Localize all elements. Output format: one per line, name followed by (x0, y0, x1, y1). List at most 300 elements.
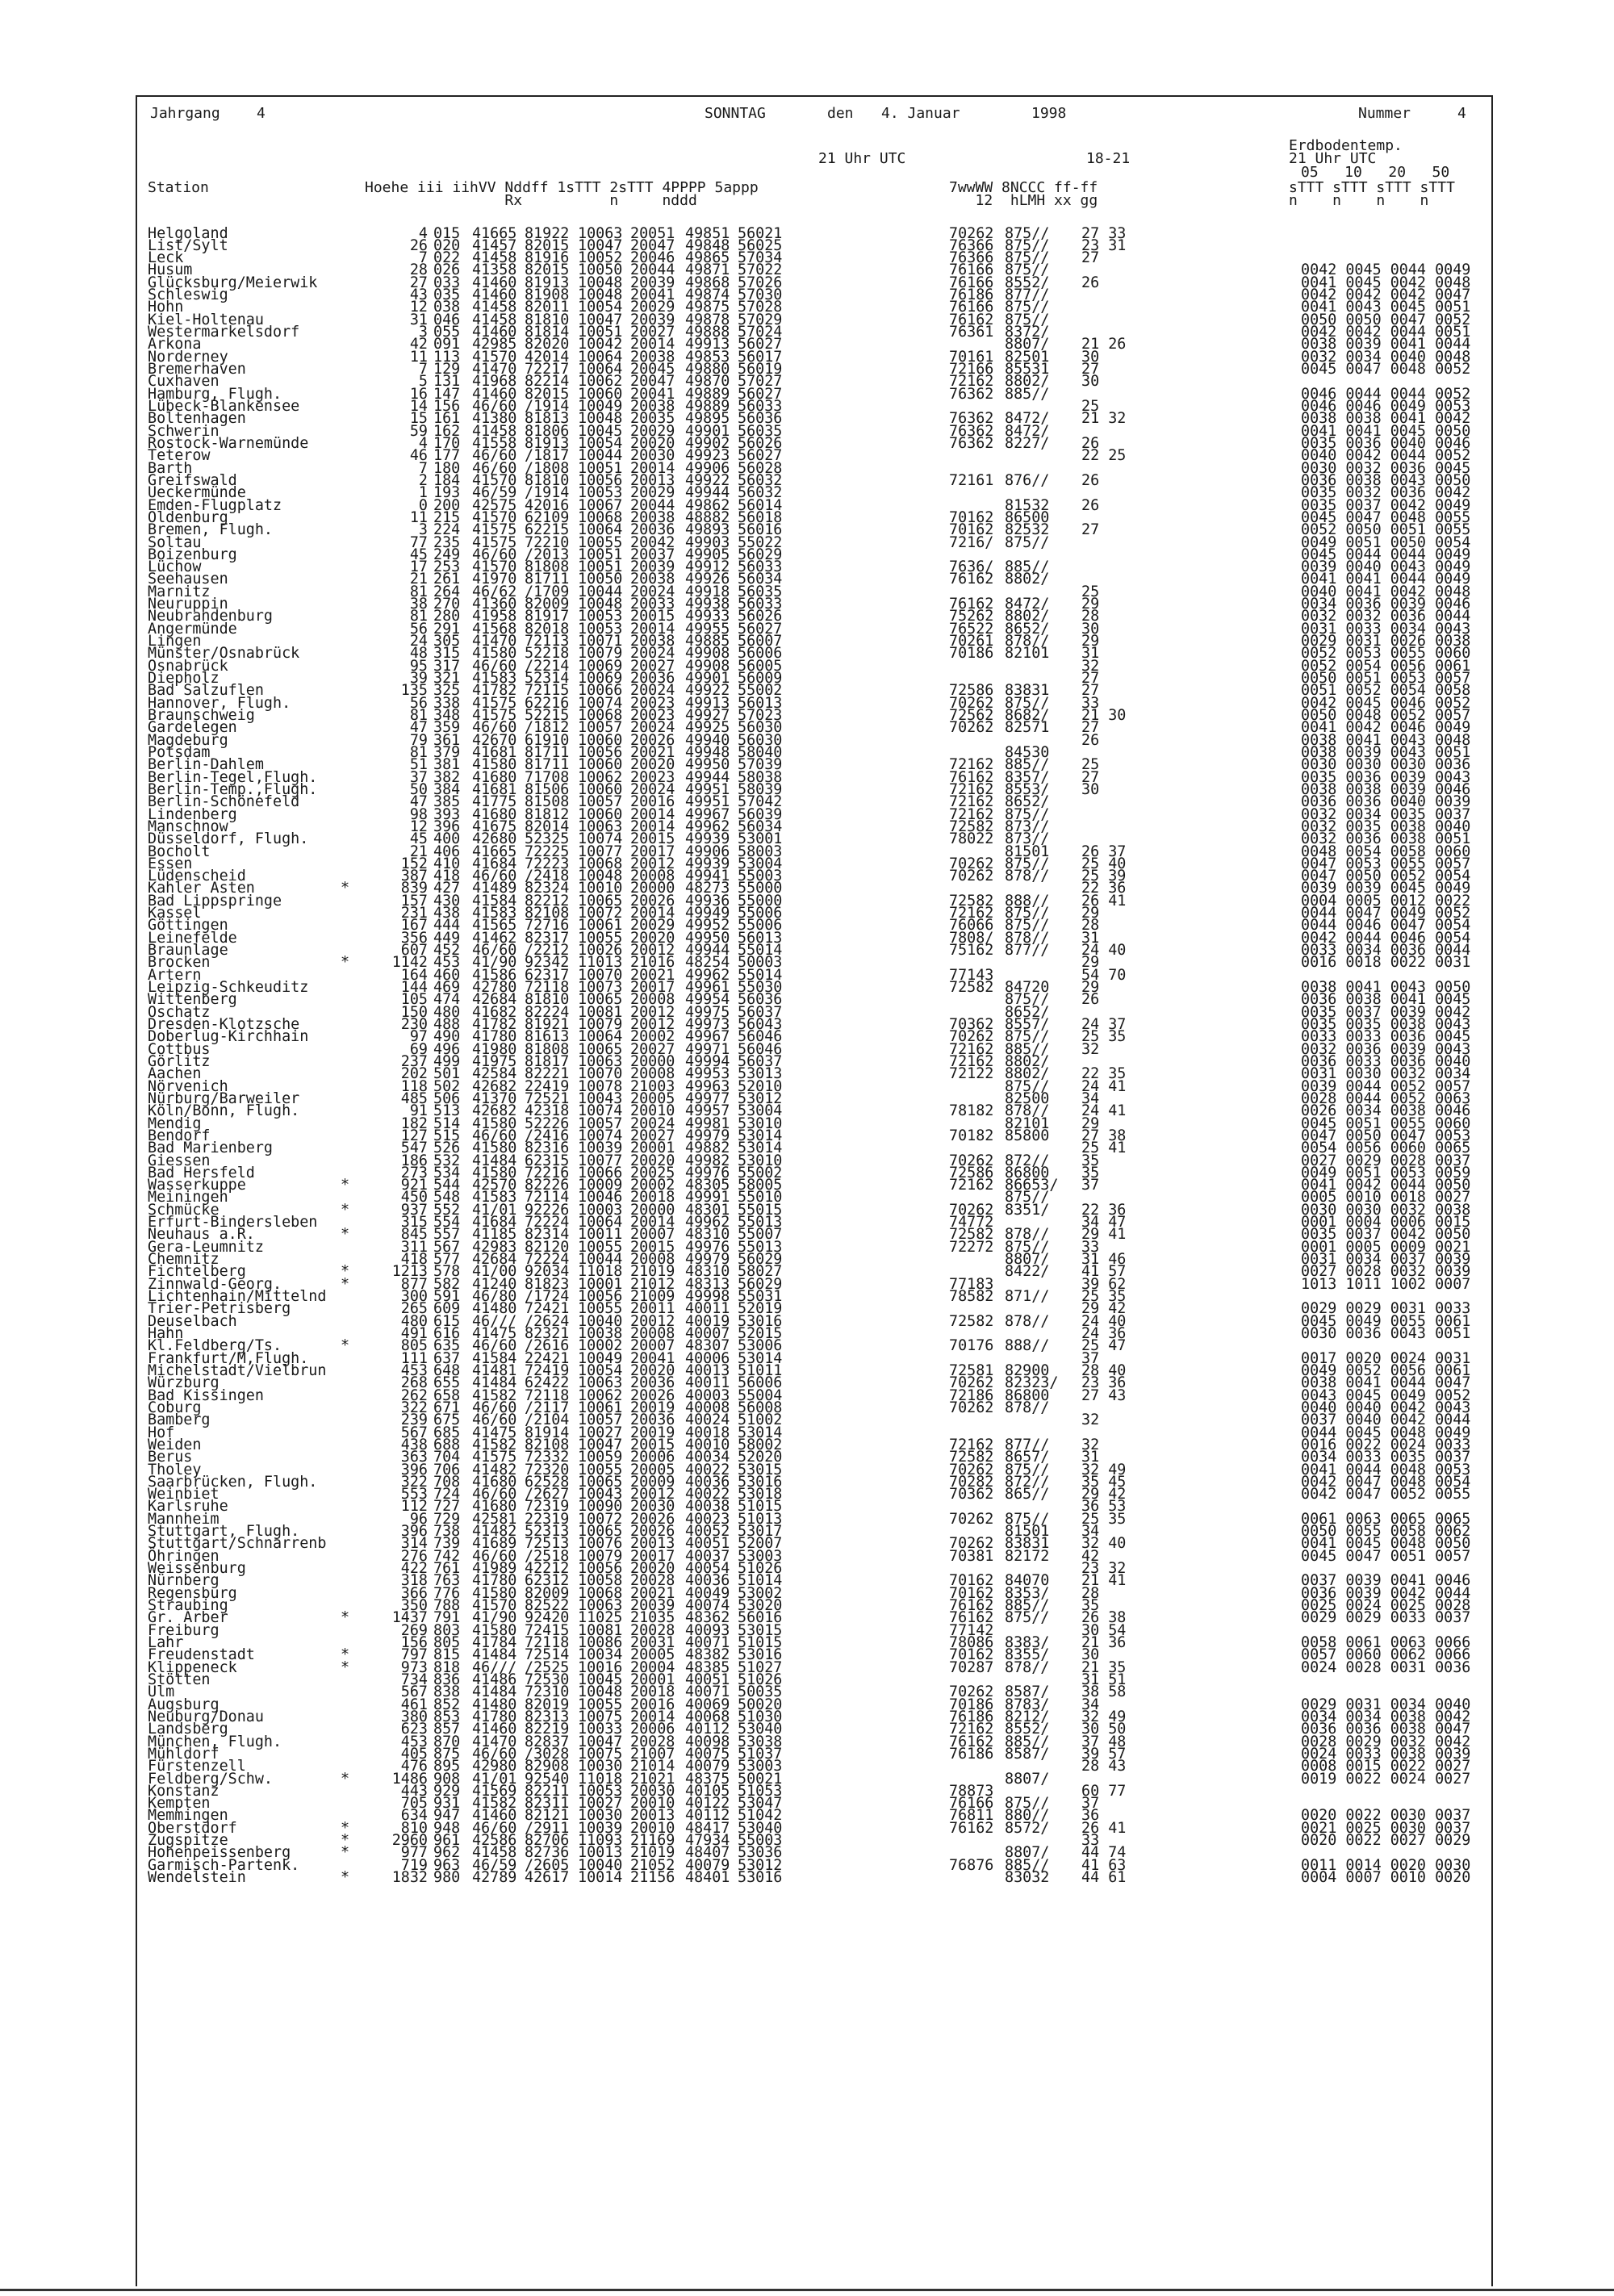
weather: 76186 (949, 286, 994, 304)
iihvv: 41475 (472, 1424, 517, 1441)
nddff: /1709 (525, 583, 570, 600)
wind: 26 (1081, 991, 1100, 1009)
elevation: 315 (400, 1214, 428, 1232)
nddff: 72118 (525, 979, 570, 997)
soil-temps: 0047 0050 0052 0054 (1301, 868, 1471, 885)
temp-1s: 10065 (578, 892, 623, 910)
temp-2s: 20030 (630, 1498, 675, 1516)
nddff: 52215 (525, 706, 570, 724)
nddff: 72320 (525, 1461, 570, 1478)
synop-heading: 7wwWW 8NCCC ff-ff (949, 179, 1098, 196)
temp-2s: 20020 (630, 1361, 675, 1379)
elevation: 276 (400, 1547, 428, 1565)
temp-2s: 20027 (630, 1127, 675, 1144)
tendency: 52007 (738, 1535, 783, 1553)
temp-2s: 20001 (630, 1671, 675, 1688)
station-name: Neuruppin (148, 596, 228, 613)
iihvv: 41975 (472, 1052, 517, 1070)
iihvv: 41/00 (472, 1263, 517, 1281)
pressure: 40075 (685, 1745, 730, 1763)
station-name: Göttingen (148, 917, 228, 935)
iihvv: 41458 (472, 422, 517, 440)
elevation: 230 (400, 1015, 428, 1033)
temp-1s: 10039 (578, 1819, 623, 1837)
iihvv: 46/60 (472, 1399, 517, 1416)
tendency: 56029 (738, 1275, 783, 1293)
temp-1s: 10054 (578, 1361, 623, 1379)
temp-1s: 10030 (578, 1807, 623, 1825)
weather: 76362 (949, 410, 994, 428)
temp-2s: 20024 (630, 1115, 675, 1132)
temp-2s: 20008 (630, 1324, 675, 1342)
iihvv: 41680 (472, 768, 517, 786)
temp-1s: 10079 (578, 1547, 623, 1565)
tendency: 53016 (738, 1473, 783, 1491)
soil-temps: 0020 0022 0027 0029 (1301, 1832, 1471, 1850)
soil-temps: 0026 0034 0038 0046 (1301, 1102, 1471, 1120)
mountain-flag: * (341, 1646, 350, 1664)
station-name: Deuselbach (148, 1312, 237, 1330)
pressure: 47934 (685, 1832, 730, 1850)
nddff: 72113 (525, 633, 570, 650)
pressure: 40011 (685, 1300, 730, 1318)
pressure: 40112 (685, 1807, 730, 1825)
temp-1s: 10013 (578, 1844, 623, 1862)
nddff: 62422 (525, 1374, 570, 1392)
elevation: 12 (409, 299, 428, 316)
pressure: 49901 (685, 670, 730, 688)
tendency: 53014 (738, 1127, 783, 1144)
temp-1s: 10047 (578, 236, 623, 254)
elevation: 268 (400, 1374, 428, 1392)
temp-2s: 20021 (630, 966, 675, 984)
soil-temps: 0028 0044 0052 0063 (1301, 1089, 1471, 1107)
soil-temps: 0041 0045 0042 0048 (1301, 274, 1471, 291)
weather: 72162 (949, 793, 994, 811)
station-id: 015 (433, 224, 461, 242)
clouds: 875// (1005, 1609, 1050, 1627)
elevation: 51 (409, 756, 428, 774)
temp-2s: 20002 (630, 1028, 675, 1046)
tendency: 55031 (738, 1288, 783, 1306)
temp-1s: 10064 (578, 348, 623, 366)
clouds: 8351/ (1005, 1201, 1050, 1219)
tendency: 56019 (738, 361, 783, 378)
pressure: 48307 (685, 1337, 730, 1355)
wind: 31 (1081, 929, 1100, 947)
temp-1s: 10014 (578, 1869, 623, 1887)
wind: 32 (1081, 1411, 1100, 1429)
pressure: 49902 (685, 434, 730, 452)
tendency: 56007 (738, 633, 783, 650)
weather: 70262 (949, 1683, 994, 1701)
soil-temps: 0041 0043 0045 0051 (1301, 299, 1471, 316)
station-id: 706 (433, 1461, 461, 1478)
iihvv: 41569 (472, 1782, 517, 1800)
temp-1s: 10065 (578, 991, 623, 1009)
temp-1s: 10039 (578, 1140, 623, 1157)
station-id: 020 (433, 236, 461, 254)
wind: 23 31 (1081, 236, 1127, 254)
elevation: 476 (400, 1758, 428, 1775)
soil-temps: 0028 0029 0032 0042 (1301, 1733, 1471, 1750)
iihvv: 41480 (472, 1300, 517, 1318)
temp-2s: 20038 (630, 348, 675, 366)
clouds: 878// (1005, 633, 1050, 650)
iihvv: 41784 (472, 1633, 517, 1651)
station-name: Weinbiet (148, 1486, 220, 1503)
station-id: 552 (433, 1201, 461, 1219)
wind: 28 (1081, 608, 1100, 625)
tendency: 56046 (738, 1028, 783, 1046)
nddff: 92420 (525, 1609, 570, 1627)
temp-2s: 21169 (630, 1832, 675, 1850)
pressure: 40006 (685, 1349, 730, 1367)
elevation: 45 (409, 830, 428, 848)
elevation: 91 (409, 1102, 428, 1120)
tendency: 57030 (738, 286, 783, 304)
temp-1s: 10078 (578, 1077, 623, 1095)
station-name: Magdeburg (148, 731, 228, 749)
weather: 75162 (949, 942, 994, 960)
tendency: 53040 (738, 1819, 783, 1837)
station-name: Konstanz (148, 1782, 220, 1800)
station-id: 393 (433, 805, 461, 823)
clouds: 8472/ (1005, 410, 1050, 428)
elevation: 11 (409, 348, 428, 366)
weather: 77183 (949, 1275, 994, 1293)
pressure: 40074 (685, 1597, 730, 1615)
temp-1s: 10061 (578, 917, 623, 935)
nddff: 62315 (525, 1152, 570, 1169)
temp-2s: 20000 (630, 1201, 675, 1219)
nddff: 72415 (525, 1621, 570, 1639)
tendency: 57024 (738, 324, 783, 341)
nddff: 52314 (525, 670, 570, 688)
station-id: 544 (433, 1177, 461, 1194)
temp-2s: 20011 (630, 1300, 675, 1318)
elevation: 422 (400, 1560, 428, 1578)
station-name: Oberstdorf (148, 1819, 237, 1837)
iihvv: 41684 (472, 855, 517, 872)
elevation: 937 (400, 1201, 428, 1219)
nddff: /2605 (525, 1856, 570, 1874)
soil-temps: 0030 0036 0043 0051 (1301, 1324, 1471, 1342)
elevation: 164 (400, 966, 428, 984)
soil-temps: 0041 0044 0048 0053 (1301, 1461, 1471, 1478)
wind: 28 40 (1081, 1361, 1127, 1379)
weather: 70262 (949, 1510, 994, 1528)
pressure: 40010 (685, 1436, 730, 1453)
temp-2s: 20027 (630, 324, 675, 341)
temp-2s: 20031 (630, 1633, 675, 1651)
soil-temps: 0043 0045 0049 0052 (1301, 1386, 1471, 1404)
clouds: 873// (1005, 830, 1050, 848)
soil-temps: 0041 0041 0044 0049 (1301, 571, 1471, 588)
station-name: Greifswald (148, 471, 237, 489)
pressure: 40079 (685, 1758, 730, 1775)
temp-2s: 20010 (630, 1819, 675, 1837)
iihvv: 41460 (472, 324, 517, 341)
station-id: 396 (433, 818, 461, 835)
tendency: 52010 (738, 1077, 783, 1095)
table-row (0, 1671, 1614, 1688)
tendency: 56027 (738, 385, 783, 403)
jahrgang-label: Jahrgang (150, 105, 220, 122)
station-name: Cuxhaven (148, 373, 220, 391)
pressure: 48305 (685, 1177, 730, 1194)
temp-1s: 10027 (578, 1424, 623, 1441)
station-id: 836 (433, 1671, 461, 1688)
iihvv: 41780 (472, 1028, 517, 1046)
station-name: Diepholz (148, 670, 220, 688)
clouds: 82323/ (1005, 1374, 1059, 1392)
station-id: 635 (433, 1337, 461, 1355)
nddff: 42617 (525, 1869, 570, 1887)
nddff: 62109 (525, 508, 570, 526)
temp-2s: 20039 (630, 558, 675, 576)
elevation: 56 (409, 620, 428, 638)
tendency: 53004 (738, 855, 783, 872)
weather: 72162 (949, 1721, 994, 1738)
temp-1s: 10054 (578, 299, 623, 316)
station-name: Boltenhagen (148, 410, 246, 428)
mountain-flag: * (341, 954, 350, 972)
temp-2s: 20017 (630, 979, 675, 997)
elevation: 150 (400, 1003, 428, 1021)
station-id: 460 (433, 966, 461, 984)
temp-2s: 20018 (630, 1189, 675, 1207)
temp-1s: 10001 (578, 1275, 623, 1293)
station-name: Frankfurt/M,Flugh. (148, 1349, 309, 1367)
wind: 27 (1081, 670, 1100, 688)
soil-temps: 0039 0040 0043 0049 (1301, 558, 1471, 576)
tendency: 53016 (738, 1869, 783, 1887)
soil-temps: 0020 0022 0030 0037 (1301, 1807, 1471, 1825)
iihvv: 41470 (472, 361, 517, 378)
nddff: 81808 (525, 558, 570, 576)
temp-2s: 20009 (630, 1473, 675, 1491)
temp-2s: 20026 (630, 1523, 675, 1541)
elevation: 810 (400, 1819, 428, 1837)
nddff: 82316 (525, 1140, 570, 1157)
iihvv: 41782 (472, 1015, 517, 1033)
elevation: 977 (400, 1844, 428, 1862)
temp-1s: 10073 (578, 979, 623, 997)
elevation: 69 (409, 1040, 428, 1058)
temp-1s: 10063 (578, 1597, 623, 1615)
clouds: 885// (1005, 1040, 1050, 1058)
nddff: 72521 (525, 1089, 570, 1107)
station-name: Klippeneck (148, 1658, 237, 1676)
temp-2s: 20012 (630, 1015, 675, 1033)
date: 4. Januar (881, 105, 960, 122)
station-id: 513 (433, 1102, 461, 1120)
station-name: Angermünde (148, 620, 237, 638)
clouds: 8802/ (1005, 608, 1050, 625)
weather: 76186 (949, 1708, 994, 1725)
elevation: 567 (400, 1424, 428, 1441)
table-row (0, 224, 1614, 242)
station-id: 557 (433, 1226, 461, 1244)
iihvv: 41480 (472, 1696, 517, 1713)
clouds: 875// (1005, 1028, 1050, 1046)
nddff: 82015 (525, 261, 570, 279)
weather: 70262 (949, 1374, 994, 1392)
tendency: 56037 (738, 1052, 783, 1070)
soil-temps: 0050 0051 0053 0057 (1301, 670, 1471, 688)
temp-2s: 20004 (630, 1658, 675, 1676)
iihvv: 41665 (472, 224, 517, 242)
temp-1s: 10044 (578, 447, 623, 465)
station-name: Chemnitz (148, 1251, 220, 1269)
soil-temps: 0042 0042 0042 0047 (1301, 286, 1471, 304)
tendency: 53002 (738, 1584, 783, 1602)
clouds: 8807/ (1005, 1770, 1050, 1788)
pressure: 49971 (685, 1040, 730, 1058)
temp-2s: 20047 (630, 373, 675, 391)
iihvv: 41470 (472, 1733, 517, 1750)
temp-2s: 20012 (630, 942, 675, 960)
station-id: 853 (433, 1708, 461, 1725)
soil-temps: 0052 0054 0056 0061 (1301, 657, 1471, 675)
temp-2s: 20000 (630, 880, 675, 897)
temp-1s: 10065 (578, 1473, 623, 1491)
clouds: 81532 (1005, 496, 1050, 514)
temp-1s: 10040 (578, 1312, 623, 1330)
tendency: 56037 (738, 1003, 783, 1021)
station-id: 870 (433, 1733, 461, 1750)
iihvv: 41/90 (472, 954, 517, 972)
temp-1s: 10064 (578, 1028, 623, 1046)
soil-temps: 0035 0035 0038 0043 (1301, 1015, 1471, 1033)
station-name: Weissenburg (148, 1560, 246, 1578)
wind: 32 49 (1081, 1461, 1127, 1478)
weather: 76166 (949, 299, 994, 316)
nddff: 81921 (525, 1015, 570, 1033)
iihvv: 41575 (472, 694, 517, 712)
soil-temps: 0045 0049 0055 0061 (1301, 1312, 1471, 1330)
station-name: Ulm (148, 1683, 175, 1701)
elevation: 17 (409, 558, 428, 576)
elevation: 322 (400, 1473, 428, 1491)
nddff: 52226 (525, 1115, 570, 1132)
temp-2s: 21021 (630, 1770, 675, 1788)
iihvv: 46/// (472, 1312, 517, 1330)
station-name: Emden-Flugplatz (148, 496, 282, 514)
pressure: 40093 (685, 1621, 730, 1639)
tendency: 56025 (738, 236, 783, 254)
tendency: 57027 (738, 373, 783, 391)
station-id: 502 (433, 1077, 461, 1095)
iihvv: 41665 (472, 843, 517, 860)
soil-temps: 0029 0029 0031 0033 (1301, 1300, 1471, 1318)
clouds: 877// (1005, 942, 1050, 960)
station-name: Braunschweig (148, 706, 255, 724)
pressure: 48301 (685, 1201, 730, 1219)
iihvv: 41780 (472, 1708, 517, 1725)
soil-temps: 0042 0042 0044 0051 (1301, 324, 1471, 341)
nddff: 62528 (525, 1473, 570, 1491)
elevation: 43 (409, 286, 428, 304)
pressure: 49981 (685, 1115, 730, 1132)
station-name: Coburg (148, 1399, 202, 1416)
elevation: 39 (409, 670, 428, 688)
elevation: 105 (400, 991, 428, 1009)
clouds: 877// (1005, 286, 1050, 304)
clouds: 85800 (1005, 1127, 1050, 1144)
pressure: 49950 (685, 756, 730, 774)
mountain-flag: * (341, 1177, 350, 1194)
iihvv: 41780 (472, 1572, 517, 1590)
temp-2s: 21035 (630, 1609, 675, 1627)
station-name: Berus (148, 1449, 193, 1466)
station-name: Zinnwald-Georg. (148, 1275, 282, 1293)
elevation: 921 (400, 1177, 428, 1194)
pressure: 40038 (685, 1498, 730, 1516)
pressure: 49905 (685, 546, 730, 563)
clouds: 83032 (1005, 1869, 1050, 1887)
tendency: 56033 (738, 397, 783, 415)
temp-2s: 21003 (630, 1077, 675, 1095)
temp-1s: 10052 (578, 249, 623, 267)
temp-1s: 10074 (578, 694, 623, 712)
wind: 24 41 (1081, 1077, 1127, 1095)
elevation: 47 (409, 719, 428, 737)
wind: 33 (1081, 1238, 1100, 1256)
station-name: Hamburg, Flugh. (148, 385, 282, 403)
station-name: Mendig (148, 1115, 202, 1132)
wind: 32 (1081, 657, 1100, 675)
wind: 27 33 (1081, 224, 1127, 242)
station-name: Schwerin (148, 422, 220, 440)
temp-2s: 20041 (630, 1349, 675, 1367)
temp-1s: 10071 (578, 633, 623, 650)
pressure: 48417 (685, 1819, 730, 1837)
station-id: 184 (433, 471, 461, 489)
clouds: 8557/ (1005, 1015, 1050, 1033)
iihvv: 41460 (472, 1807, 517, 1825)
wind: 35 (1081, 1597, 1100, 1615)
nddff: 82311 (525, 1795, 570, 1813)
station-name: Saarbrücken, Flugh. (148, 1473, 318, 1491)
station-name: Bad Kissingen (148, 1386, 264, 1404)
temp-1s: 10053 (578, 1782, 623, 1800)
table-row (0, 1782, 1614, 1800)
nddff: /1817 (525, 447, 570, 465)
station-id: 980 (433, 1869, 461, 1887)
iihvv: 41460 (472, 385, 517, 403)
temp-1s: 10043 (578, 1486, 623, 1503)
pressure: 40003 (685, 1386, 730, 1404)
wind: 30 (1081, 1646, 1100, 1664)
station-id: 427 (433, 880, 461, 897)
wind: 37 (1081, 1349, 1100, 1367)
tendency: 56028 (738, 459, 783, 477)
wind: 42 (1081, 1547, 1100, 1565)
temp-2s: 20014 (630, 620, 675, 638)
pressure: 49903 (685, 533, 730, 551)
clouds: 8472/ (1005, 596, 1050, 613)
nddff: 81810 (525, 311, 570, 328)
clouds: 885// (1005, 1733, 1050, 1750)
pressure: 49973 (685, 1015, 730, 1033)
nddff: 72225 (525, 843, 570, 860)
iihvv: 41968 (472, 373, 517, 391)
nddff: 22419 (525, 1077, 570, 1095)
soil-temps: 0044 0047 0049 0052 (1301, 905, 1471, 922)
temp-1s: 10049 (578, 397, 623, 415)
